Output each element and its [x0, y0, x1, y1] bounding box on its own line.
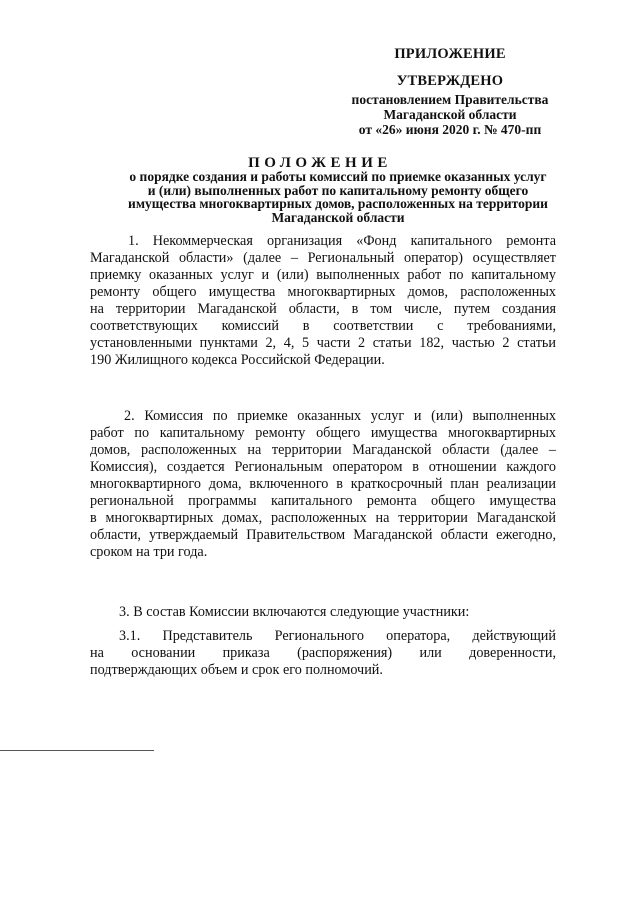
decree-line: от «26» июня 2020 г. № 470-пп — [358, 122, 542, 137]
text-line: на территории Магаданской области, в том числе, путем создания — [90, 301, 556, 317]
text-line: ремонту общего имущества многоквартирных домов, расположенных — [90, 284, 556, 300]
document-title: ПОЛОЖЕНИЕ — [248, 155, 392, 171]
appendix-label: ПРИЛОЖЕНИЕ — [394, 46, 506, 62]
subtitle-line: имущества многоквартирных домов, расположенных на территории — [128, 196, 548, 211]
text-line: 1. Некоммерческая организация «Фонд капитального ремонта — [128, 233, 556, 249]
text-line: Магаданской области» (далее – Региональный оператор) осуществляет — [90, 250, 556, 266]
subtitle-line: и (или) выполненных работ по капитальному ремонту общего — [147, 182, 529, 198]
paragraph-3 — [90, 604, 556, 621]
text-line: установленными пунктами 2, 4, 5 части 2 статьи 182, частью 2 статьи — [90, 335, 556, 351]
text-line: соответствующих комиссий в соответствии с требованиями, — [90, 318, 556, 334]
text-line: домов, расположенных на территории Магаданской области (далее – — [90, 442, 556, 458]
text-line: региональной программы капитального ремонта общего имущества — [90, 493, 556, 509]
text-line: работ по капитальному ремонту общего имущества многоквартирных — [90, 425, 556, 441]
paragraph-3-1 — [90, 628, 556, 679]
decree-reference — [300, 92, 600, 137]
paragraph-2 — [90, 408, 556, 561]
text-line: области, утверждаемый Правительством Магаданской области ежегодно, — [90, 527, 556, 543]
text-line: на основании приказа (распоряжения) или доверенности, — [90, 645, 556, 661]
text-line: сроком на три года. — [90, 544, 208, 560]
text-line: 3.1. Представитель Регионального оператора, действующий — [119, 628, 556, 644]
document-subtitle — [108, 170, 568, 224]
text-line: 190 Жилищного кодекса Российской Федерации. — [90, 352, 385, 368]
decree-line: постановлением Правительства — [351, 92, 549, 107]
subtitle-line: о порядке создания и работы комиссий по приемке оказанных услуг — [129, 169, 547, 184]
footnote-separator — [0, 750, 154, 751]
decree-line: Магаданской области — [383, 107, 517, 122]
subtitle-line: Магаданской области — [271, 209, 405, 225]
text-line: подтверждающих объем и срок его полномочий. — [90, 662, 383, 678]
text-line: Комиссия), создается Региональным оператором в отношении каждого — [90, 459, 556, 475]
text-line: 2. Комиссия по приемке оказанных услуг и (или) выполненных — [124, 408, 556, 424]
text-line: в многоквартирных домах, расположенных на территории Магаданской — [90, 510, 556, 526]
text-line: приемку оказанных услуг и (или) выполненных работ по капитальному — [90, 267, 556, 283]
paragraph-1 — [90, 233, 556, 369]
approved-label: УТВЕРЖДЕНО — [396, 73, 504, 89]
text-line: 3. В состав Комиссии включаются следующие участники: — [119, 604, 470, 620]
text-line: многоквартирного дома, включенного в краткосрочный план реализации — [90, 476, 556, 492]
